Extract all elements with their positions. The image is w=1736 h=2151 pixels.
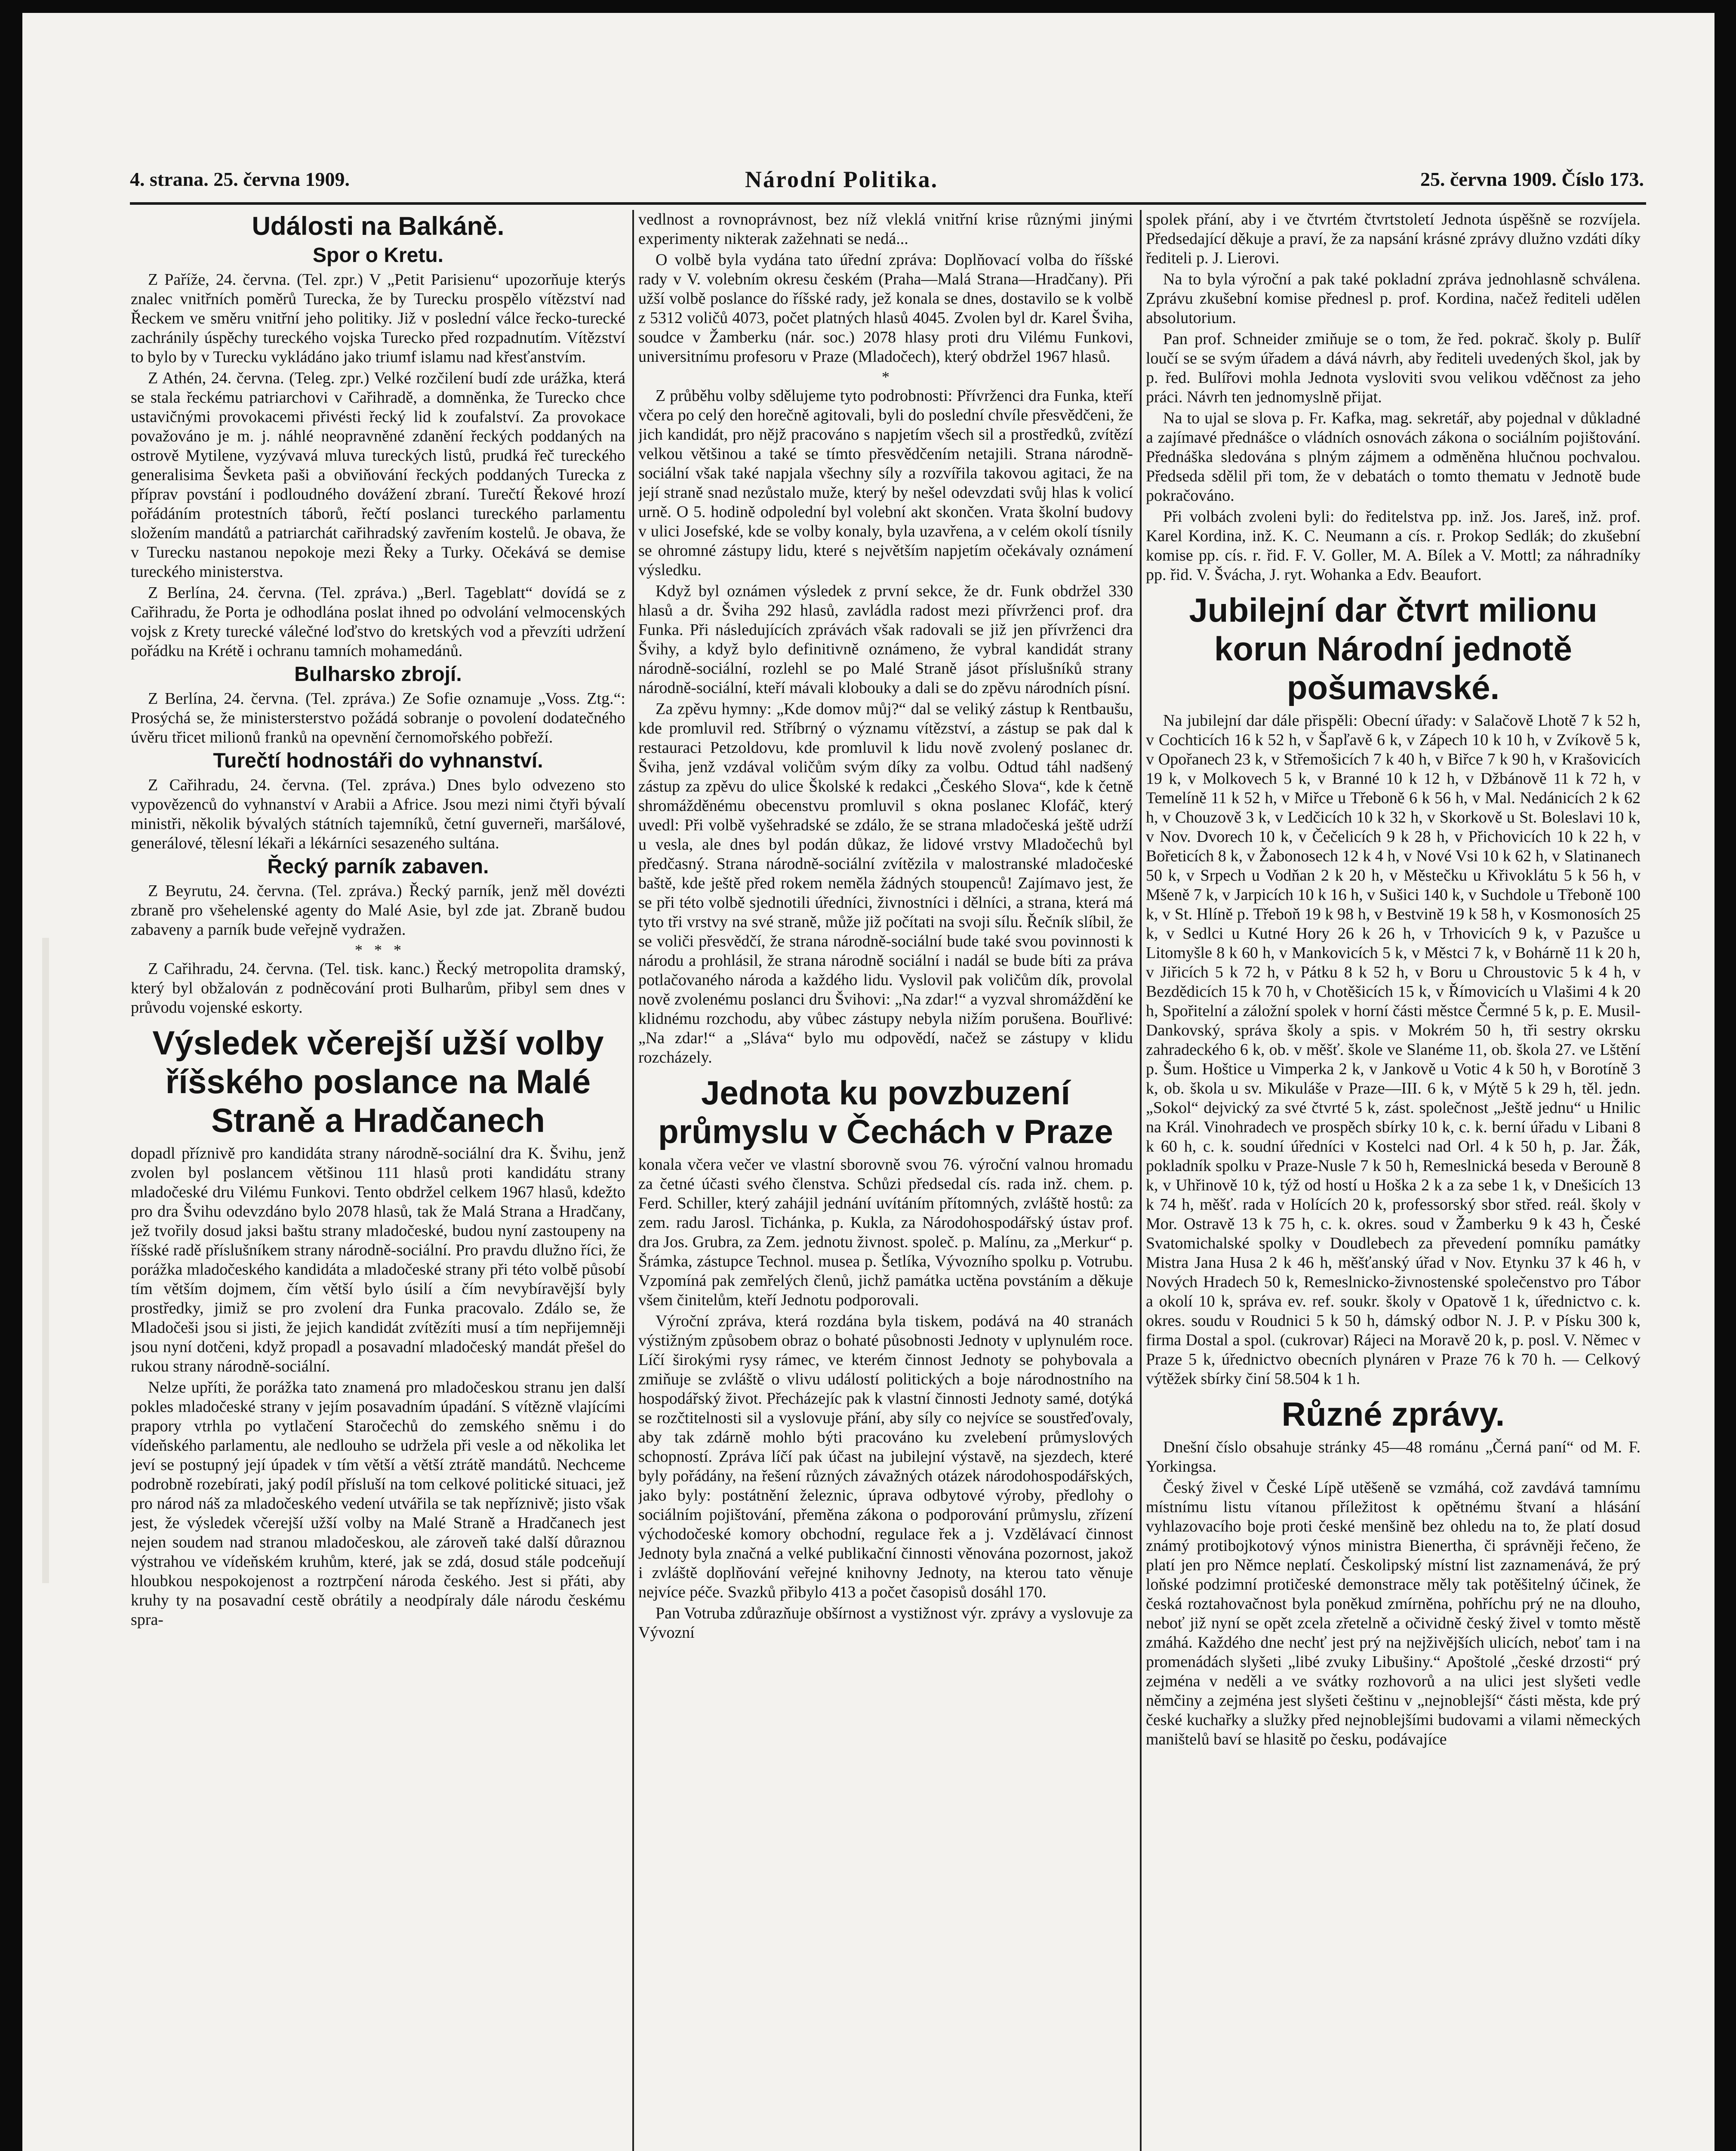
page-header	[130, 163, 1644, 198]
article-paragraph: konala včera večer ve vlastní sborovně svou 76. výroční valnou hromadu za četné účasti svého členstva. Schůzi předsedal cís. rada inž. chem. p. Ferd. Schiller, který zahájil jednání uvítáním přítomných, zvláště hostů: za zem. radu Jarosl. Tichánka, p. Kukla, za Národohospodářský ústav prof. dra Jos. Grubra, za Zem. jednotu živnost. společ. p. Malínu, za „Merkur“ p. Šrámka, zástupce Technol. musea p. Šetlíka, Vývozního spolku p. Votrubu. Vzpomíná pak zemřelých členů, jichž památka uctěna povstáním a děkuje všem činitelům, kteří Jednotu podporovali.	[638, 1156, 1133, 1309]
article-paragraph: Z Berlína, 24. června. (Tel. zpráva.) Ze Sofie oznamuje „Voss. Ztg.“: Prosýchá se, že ministersterstvo požádá sobranje o povolení dodatečného úvěru třicet milionů franků na opevnění černomořského pobřeží.	[131, 690, 625, 746]
section-heading-balkan: Události na Balkáně.	[252, 212, 505, 240]
article-paragraph: Z Cařihradu, 24. června. (Tel. tisk. kanc.) Řecký metropolita dramský, který byl obžalován z podněcování proti Bulharům, přibyl sem dnes v průvodu vojenské eskorty.	[131, 960, 625, 1017]
article-paragraph: Z Beyrutu, 24. června. (Tel. zpráva.) Řecký parník, jenž měl dovézti zbraně pro všehelenské agenty do Malé Asie, byl zde jat. Zbraně budou zabaveny a parník bude veřejně vydražen.	[131, 882, 625, 939]
article-paragraph: Výroční zpráva, která rozdána byla tiskem, podává na 40 stranách výstižným způsobem obraz o bohaté působnosti Jednoty v uplynulém roce. Líčí širokými rysy rámec, ve kterém činnost Jednoty se pohybovala a zmiňuje se zvláště o vlivu událostí politických a boje národnostního na hospodářský život. Přecházejíc pak k vlastní činnosti Jednoty samé, dotýká se rozčtitelnosti sil a vyslovuje přání, aby síly co nejvíce se soustřeďovaly, aby tak zdárně mohlo býti pracováno ku zvelebení průmyslových schopností. Zpráva líčí pak účast na jubilejní výstavě, na sjezdech, které byly pořádány, na řešení různých závažných otázek národohospodářských, jako byly: postátnění železnic, úprava odbytové výroby, předlohy o sociálním pojištování, přeměna zákona o podporování průmyslu, zřízení východočeské komory obchodní, regulace řek a j. Vzdělávací činnost Jednoty byla značná a velké publikační činnosti věnována pozornost, jakož i zvláště doplňování veřejné knihovny Jednoty, na kterou tato věnuje nejvíce péče. Svazků přibylo 413 a počet časopisů dosáhl 170.	[638, 1312, 1133, 1601]
article-paragraph: Z Athén, 24. června. (Teleg. zpr.) Velké rozčilení budí zde urážka, která se stala řeckému patriarchovi v Cařihradě, a domněnka, že Turecko chce ustavičnými provokacemi přivésti řecký lid k zoufalství. Za provokace považováno je m. j. náhlé neopravněné zdanění řeckých poddaných na ostrově Mytilene, vyzývavá mluva tureckých listů, prudká řeč tureckého generalisima Ševketa paši a obviňování řeckých poddaných Turecka z příprav povstání i podloudného dovážení zbraní. Turečtí Řekové hrozí pořádáním protestních táborů, řečtí poslanci tureckého parlamentu složením mandátů a patriarchát cařihradský zavřením kostelů. Je obava, že v Turecku nastanou nepokoje mezi Řeky a Turky. Očekává se demise tureckého ministerstva.	[131, 369, 625, 581]
header-rule	[130, 202, 1646, 205]
article-paragraph: Pan Votruba zdůrazňuje obšírnost a vystižnost výr. zprávy a vyslovuje za Vývozní	[638, 1604, 1133, 1642]
headline-ruzne-zpravy: Různé zprávy.	[1281, 1395, 1505, 1433]
subheading-parnik: Řecký parník zabaven.	[267, 855, 489, 878]
asterism-separator: * * *	[355, 941, 401, 958]
headline-jednota: Jednota ku povzbuzení průmyslu v Čechách v Praze	[658, 1074, 1113, 1150]
headline-volba: Výsledek včerejší užší volby říšského poslance na Malé Straně a Hradčanech	[152, 1024, 604, 1139]
column-1	[131, 210, 625, 2151]
headline-jubilejni-dar: Jubilejní dar čtvrt milionu korun Národní jednotě pošumavské.	[1189, 591, 1597, 706]
subheading-hodnostari: Turečtí hodnostáři do vyhnanství.	[213, 749, 543, 772]
article-paragraph: dopadl příznivě pro kandidáta strany národně-sociální dra K. Švihu, jenž zvolen byl poslancem většinou 111 hlasů proti kandidátu strany mladočeské dru Vilému Funkovi. Tento obdržel celkem 1967 hlasů, kdežto pro dra Švihu odevzdáno bylo 2078 hlasů, tak že Malá Strana a Hradčany, jež tvořily dosud jaksi baštu strany mladočeské, budou nyní zastoupeny na říšské radě příslušníkem strany národně-sociální. Pro pravdu dlužno říci, že porážka mladočeského kandidáta a mladočeské strany při této volbě působí tím větším dojmem, čím větší bylo úsilí a čím nevybíravější byly prostředky, jimiž se pro zvolení dra Funka pracovalo. Zdálo se, že Mladočeši jsou si jisti, že jejich kandidát zvítězíti musí a tím nepřijemněji jsou nyní dotčeni, když propadl a posavadní mladočeský mandát přešel do rukou strany národně-sociální.	[131, 1144, 625, 1375]
paper-edge-shadow	[42, 938, 49, 1583]
article-paragraph: spolek přání, aby i ve čtvrtém čtvrtstoletí Jednota úspěšně se rozvíjela. Předsedající děkuje a praví, že za napsání krásné zprávy dlužno vzdáti díky řediteli p. J. Lierovi.	[1146, 210, 1641, 267]
article-paragraph: O volbě byla vydána tato úřední zpráva: Doplňovací volba do říšské rady v V. volebním okresu českém (Praha—Malá Strana—Hradčany). Při užší volbě poslance do říšské rady, jež konala se dnes, dostavilo se k volbě z 5312 voličů 4073, počet platných hlasů 4045. Zvolen byl dr. Karel Šviha, soudce v Žamberku (nár. soc.) 2078 hlasy proti dru Vilému Funkovi, universitnímu profesoru v Praze (Mladočech), který obdržel 1967 hlasů.	[638, 251, 1133, 366]
article-paragraph: vedlnost a rovnoprávnost, bez níž vleklá vnitřní krise různými jinými experimenty nikterak zažehnati se nedá...	[638, 210, 1133, 248]
newspaper-page	[22, 13, 1714, 2151]
column-2	[638, 210, 1133, 2151]
subheading-bulharsko: Bulharsko zbrojí.	[294, 663, 462, 686]
header-left: 4. strana. 25. června 1909.	[130, 168, 350, 190]
article-paragraph: Na to ujal se slova p. Fr. Kafka, mag. sekretář, aby pojednal v důkladné a zajímavé přednášce o vládních osnovách zákona o sociálním pojištování. Přednáška sledována s plným zájmem a odměněna hlučnou pochvalou. Předseda sdělil při tom, že v debatách o tomto thematu v Jednotě bude pokračováno.	[1146, 409, 1641, 505]
article-paragraph: Nelze upříti, že porážka tato znamená pro mladočeskou stranu jen další pokles mladočeské strany v jejím posavadním úpadání. S vítězně vlajícími prapory vtrhla po vytlačení Staročechů do zemského sněmu i do vídeňského parlamentu, ale nedlouho se udržela při vesle a od několika let jeví se postupný její úpadek v tím větší a větší ztrátě mandátů. Nechceme podrobně rozebírati, jaký podíl přísluší na tom celkové politické situaci, jež pro národ náš za mladočeského vedení utvářila se tak nepříznivě; jisto však jest, že výsledek včerejší užší volby na Malé Straně a Hradčanech jest nejen soudem nad stranou mladočeskou, ale zároveň také další důraznou výstrahou ve vídeňském kruhům, které, jak se zdá, dosud stále podceňují hloubkou nespokojenost a roztrpčení národa českého. Jest si přáti, aby kruhy ty na posavadní cestě obrátily a neodpíraly dále národu českému spra-	[131, 1378, 625, 1629]
article-paragraph: Na jubilejní dar dále přispěli: Obecní úřady: v Salačově Lhotě 7 k 52 h, v Cochticích 16 k 52 h, v Šapľavě 6 k, v Zápech 10 k 10 h, v Zvíkově 5 k, v Opořanech 23 k, v Střemošicích 7 k 40 h, v Biřce 7 k 90 h, v Krašovicích 19 k, v Molkovech 5 k, v Branné 10 k 12 h, v Džbánově 11 k 72 h, v Temelíně 11 k 52 h, v Miřce u Třeboně 6 k 56 h, v Mal. Nedánicích 2 k 62 h, v Chouzově 3 k, v Ledčicích 10 k 32 h, v Skorkově u St. Boleslavi 10 k, v Nov. Dvorech 10 k, v Čečelicích 9 k 28 h, v Přichovicích 10 k 22 h, v Bořeticích 8 k, v Žabonosech 12 k 4 h, v Nové Vsi 10 k 62 h, v Slatinanech 50 k, v Srpech u Vodňan 2 k 20 h, v Městečku u Křivoklátu 5 k 56 h, v Mšeně 7 k, v Jarpicích 10 k 16 h, v Sušici 140 k, v Suchdole u Třeboně 100 k, v St. Hlíně p. Třeboň 19 k 98 h, v Bestvině 19 k 58 h, v Kosmonosích 25 k, v Sedlci u Kutné Hory 26 k 26 h, v Trhovicích 9 k, v Pazušce u Litomyšle 8 k 60 h, v Mankovicích 5 k, v Městci 7 k, v Bohárně 11 k 20 h, v Jiřicích 5 k 72 h, v Pátku 8 k 52 h, v Boru u Chroustovic 5 k 4 h, v Bezdědicích 15 k 70 h, v Chotěšicích 15 k, v Římovicích u Vlašimi 4 k 20 h, Spořitelní a záložní spolek v horní části městce Čermné 5 k, p. E. Musil-Dankovský, správa školy a spis. v Mokrém 50 h, tři sestry okrsku zahradeckého 6 k, ob. v měšť. škole ve Slanéme 11, ob. škola 27. ve Lštění p. Šum. Hoštice u Vimperka 2 k, v Jankově u Votic 4 k 50 h, v Borotíně 3 k, ob. škola u sv. Mikuláše v Praze—III. 6 k, v Mýtě 5 k 29 h, těl. jedn. „Sokol“ dejvický za své čtvrté 5 k, zást. společnost „Ještě jednu“ u Hnilic na Král. Vinohradech ve prospěch sbírky 10 k, c. k. berní úřadu v Libani 8 k 60 h, c. k. soudní úředníci v Kostelci nad Orl. 4 k 50 h, p. Jar. Žák, pokladník spolku v Praze-Nusle 7 k 50 h, Remeslnická beseda v Berouně 8 k, v Uhřinově 10 k, týž od hostí u Hoška 2 k a za sebe 1 k, v Dnešicích 13 k 74 h, měšť. rada v Holících 20 k, professorský sbor střed. reál. školy v Mor. Ostravě 13 k 75 h, c. k. okres. soud v Žamberku 9 k 43 h, České Svatomichalské spolky v Doudlebech za převedení pomníku památky Mistra Jana Husa 2 k 46 h, měšťanský úřad v Nov. Etynku 37 k 46 h, v Nových Hradech 50 k, Remeslnicko-živnostenské společenstvo pro Tábor a okolí 10 k, správa ev. ref. soukr. školy v Opatově 1 k, úřednictvo c. k. okres. soudu v Roudnici 5 k 50 h, dámský odbor N. J. P. v Písku 300 k, firma Dostal a spol. (cukrovar) Rájeci na Moravě 20 k, p. posl. V. Němec v Praze 5 k, úřednictvo obecních plynáren v Praze 76 k 70 h. — Celkový výtěžek sbírky činí 58.504 k 1 h.	[1146, 712, 1641, 1388]
column-3	[1146, 210, 1641, 2151]
article-paragraph: Za zpěvu hymny: „Kde domov můj?“ dal se veliký zástup k Rentbaušu, kde promluvil red. Stříbrný o významu vítězství, a zástup se pak dal k restauraci Petzoldovu, kde promluvil k lidu nově zvolený poslanec dr. Šviha, jenž vzdával voličům svým díky za volbu. Odtud táhl nadšený zástup za zpěvu do ulice Školské k redakci „Českého Slova“, kde k četně shromážděnému obecenstvu promluvil s okna poslanec Klofáč, který uvedl: Při volbě vyšehradské se zdálo, že se strana mladočeská ještě udrží u vesla, ale dnes byl podán důkaz, že lidové vrstvy Mladočechů byl předčasný. Strana národně-sociální zvítězila v malostranské mladočeské baště, kde ještě před rokem neměla žádných stoupenců! Zajímavo jest, že se při této volbě sjednotili úředníci, živnostníci i dělníci, a strana, která má tyto tři vrstvy na své straně, může již počítati na svoji sílu. Řečník slíbil, že se voliči přesvědčí, že strana národně-sociální bude také svou povinnosti k národu a prohlásil, že strana národně sociální i nadál se bude bíti za práva potlačovaného národa a každého lidu. Vyslovil pak voličům dík, provolal nově zvolenému poslanci dru Švihovi: „Na zdar!“ a vyzval shromáždění ke klidnému rozchodu, aby vůbec zástupy nebyla nižím porušena. Bouřlivé: „Na zdar!“ a „Sláva“ bylo mu odpovědí, načež se zástupy v klidu rozcházely.	[638, 700, 1133, 1066]
article-paragraph: Z Paříže, 24. června. (Tel. zpr.) V „Petit Parisienu“ upozorňuje kterýs znalec vnitřních poměrů Turecka, že by Turecku prospělo vítězství nad Řeckem ve směru vnitřní jeho politiky. Již v poslední válce řecko-turecké zachránily úspěchy tureckého vojska Turecko před rozpadnutím. Vítězství to bylo by v Turecku vykládáno jako triumf islamu nad křesťanstvím.	[131, 271, 625, 366]
article-paragraph: Pan prof. Schneider zmiňuje se o tom, že řed. pokrač. školy p. Bulíř loučí se se svým úřadem a dává návrh, aby řediteli uvedených škol, jak by p. řed. Bulířovi mohla Jednota vysloviti svou velikou vděčnost za jeho práci. Návrh ten jednomyslně přijat.	[1146, 330, 1641, 406]
article-paragraph: Při volbách zvoleni byli: do ředitelstva pp. inž. Jos. Jareš, inž. prof. Karel Kordina, inž. K. C. Neumann a cís. r. Prokop Sedlák; do zkušební komise pp. cís. r. řid. F. V. Goller, M. A. Bílek a V. Mottl; za náhradníky pp. řid. V. Švácha, J. ryt. Wohanka a Edv. Beaufort.	[1146, 508, 1641, 584]
article-paragraph: Český živel v České Lípě utěšeně se vzmáhá, což zavdává tamnímu místnímu listu vítanou příležitost k opětnému štvaní a hlásání vyhlazovacího boje proti české menšině bez ohledu na to, že platí dosud známý protibojkotový výnos ministra Bienertha, či správněji řečeno, že platí jen pro Němce neplatí. Českolipský místní list zaznamenává, že prý loňské podzimní protičeské demonstrace měly tak potěšitelný účinek, že česká roztahovačnost byla poněkud zmírněna, pohříchu prý ne na dlouho, neboť již nyní se opět zcela zřetelně a očividně český živel v tomto městě zmáhá. Každého dne nechť jest prý na nejživějších ulicích, neboť tam i na promenádách slyšeti „libé zvuky Libušiny.“ Apoštolé „české drzosti“ prý zejména v neděli a ve svátky rozhovorů a na ulici jest slyšeti vedle němčiny a zejména jest slyšeti češtinu v „nejnoblejší“ části města, kde prý české kuchařky a služky před nejnoblejšími budovami a vilami německých maništelů baví se hlasitě po česku, podávajíce	[1146, 1479, 1641, 1748]
header-masthead: Národní Politika.	[745, 166, 939, 192]
header-right: 25. června 1909. Číslo 173.	[1420, 168, 1644, 190]
article-paragraph: Z průběhu volby sdělujeme tyto podrobnosti: Přívrženci dra Funka, kteří včera po celý den horečně agitovali, byli do poslední chvíle přesvědčeni, že jich kandidát, pro nějž pracováno s napjetím všech sil a prostředků, zvítězí velkou většinou a také se tímto přesvědčením netajili. Strana národně-sociální však také napjala všechny síly a rozvířila takovou agitaci, že na její straně snad nezůstalo muže, který by nešel odevzdati svůj hlas k volicí urně. O 5. hodině odpolední byl volební akt skončen. Vrata školní budovy v ulici Josefské, kde se volby konaly, byla uzavřena, a v celém okolí tísnily se ohromné zástupy lidu, které s největším napjetím očekávaly oznámení výsledku.	[638, 387, 1133, 579]
article-paragraph: Dnešní číslo obsahuje stránky 45—48 románu „Černá paní“ od M. F. Yorkingsa.	[1146, 1438, 1641, 1476]
asterism-separator: *	[882, 368, 890, 385]
article-paragraph: Z Berlína, 24. června. (Tel. zpráva.) „Berl. Tageblatt“ dovídá se z Cařihradu, že Porta je odhodlána poslat ihned po odvolání velmocenských vojsk z Krety turecké válečné loďstvo do kretských vod a převzíti udržení pořádku na Krétě i ochranu tamních mohamedánů.	[131, 584, 625, 660]
column-divider	[632, 210, 634, 2151]
column-divider	[1140, 210, 1142, 2151]
article-paragraph: Z Cařihradu, 24. června. (Tel. zpráva.) Dnes bylo odvezeno sto vypovězenců do vyhnanství v Arabii a Africe. Jsou mezi nimi čtyři bývalí ministři, několik bývalých státních tajemníků, četní guverneři, maršálové, generálové, tělesní lékaři a lékárníci sesazeného sultána.	[131, 776, 625, 852]
article-paragraph: Když byl oznámen výsledek z první sekce, že dr. Funk obdržel 330 hlasů a dr. Šviha 292 hlasů, zavládla radost mezi přívrženci prof. dra Funka. Při následujících zprávách však radovali se již jen přívrženci dra Švihy, a když bylo definitivně oznámeno, že vybral kandidát strany národně-sociální, rozlehl se po Malé Straně jásot příslušníků strany národně-sociální, kteří mávali klobouky a dali se do zpěvu národních písní.	[638, 582, 1133, 697]
subheading-kreta: Spor o Kretu.	[312, 244, 443, 267]
article-paragraph: Na to byla výroční a pak také pokladní zpráva jednohlasně schválena. Zprávu zkušební komise přednesl p. prof. Kordina, načež řediteli udělen absolutorium.	[1146, 270, 1641, 327]
